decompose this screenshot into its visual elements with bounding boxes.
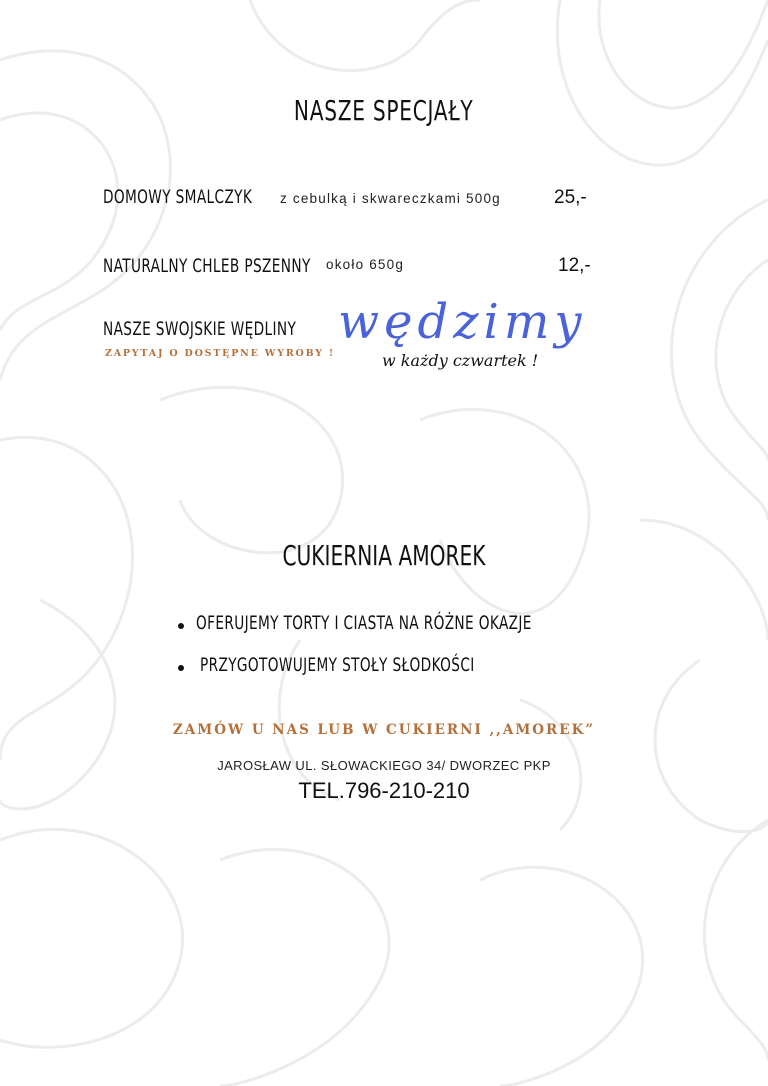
item-name-cold-cuts: NASZE SWOJSKIE WĘDLINY (103, 318, 297, 340)
smoking-day: w każdy czwartek ! (382, 351, 539, 370)
item-name-bread: NATURALNY CHLEB PSZENNY (103, 255, 311, 277)
bullet-icon (178, 665, 184, 671)
bullet-icon (178, 623, 184, 629)
phone-number: TEL.796-210-210 (298, 778, 470, 803)
smoking-word: wędzimy (338, 294, 587, 350)
bakery-title: CUKIERNIA AMOREK (282, 539, 486, 572)
item-price-bread: 12,- (558, 255, 591, 276)
ask-available-products: ZAPYTAJ O DOSTĘPNE WYROBY ! (105, 348, 335, 359)
specials-title: NASZE SPECJAŁY (294, 94, 474, 127)
order-note: ZAMÓW U NAS LUB W CUKIERNI ,,AMOREK” (172, 722, 596, 738)
list-item-text: OFERUJEMY TORTY I CIASTA NA RÓŻNE OKAZJE (196, 612, 532, 634)
item-description-bread: około 650g (326, 257, 405, 272)
smoking-script-label (330, 286, 630, 376)
item-price-lard: 25,- (554, 187, 587, 208)
item-name-lard: DOMOWY SMALCZYK (103, 186, 253, 208)
item-description-lard: z cebulką i skwareczkami 500g (280, 191, 501, 206)
list-item-text: PRZYGOTOWUJEMY STOŁY SŁODKOŚCI (200, 654, 475, 676)
address: JAROSŁAW UL. SŁOWACKIEGO 34/ DWORZEC PKP (217, 758, 551, 773)
